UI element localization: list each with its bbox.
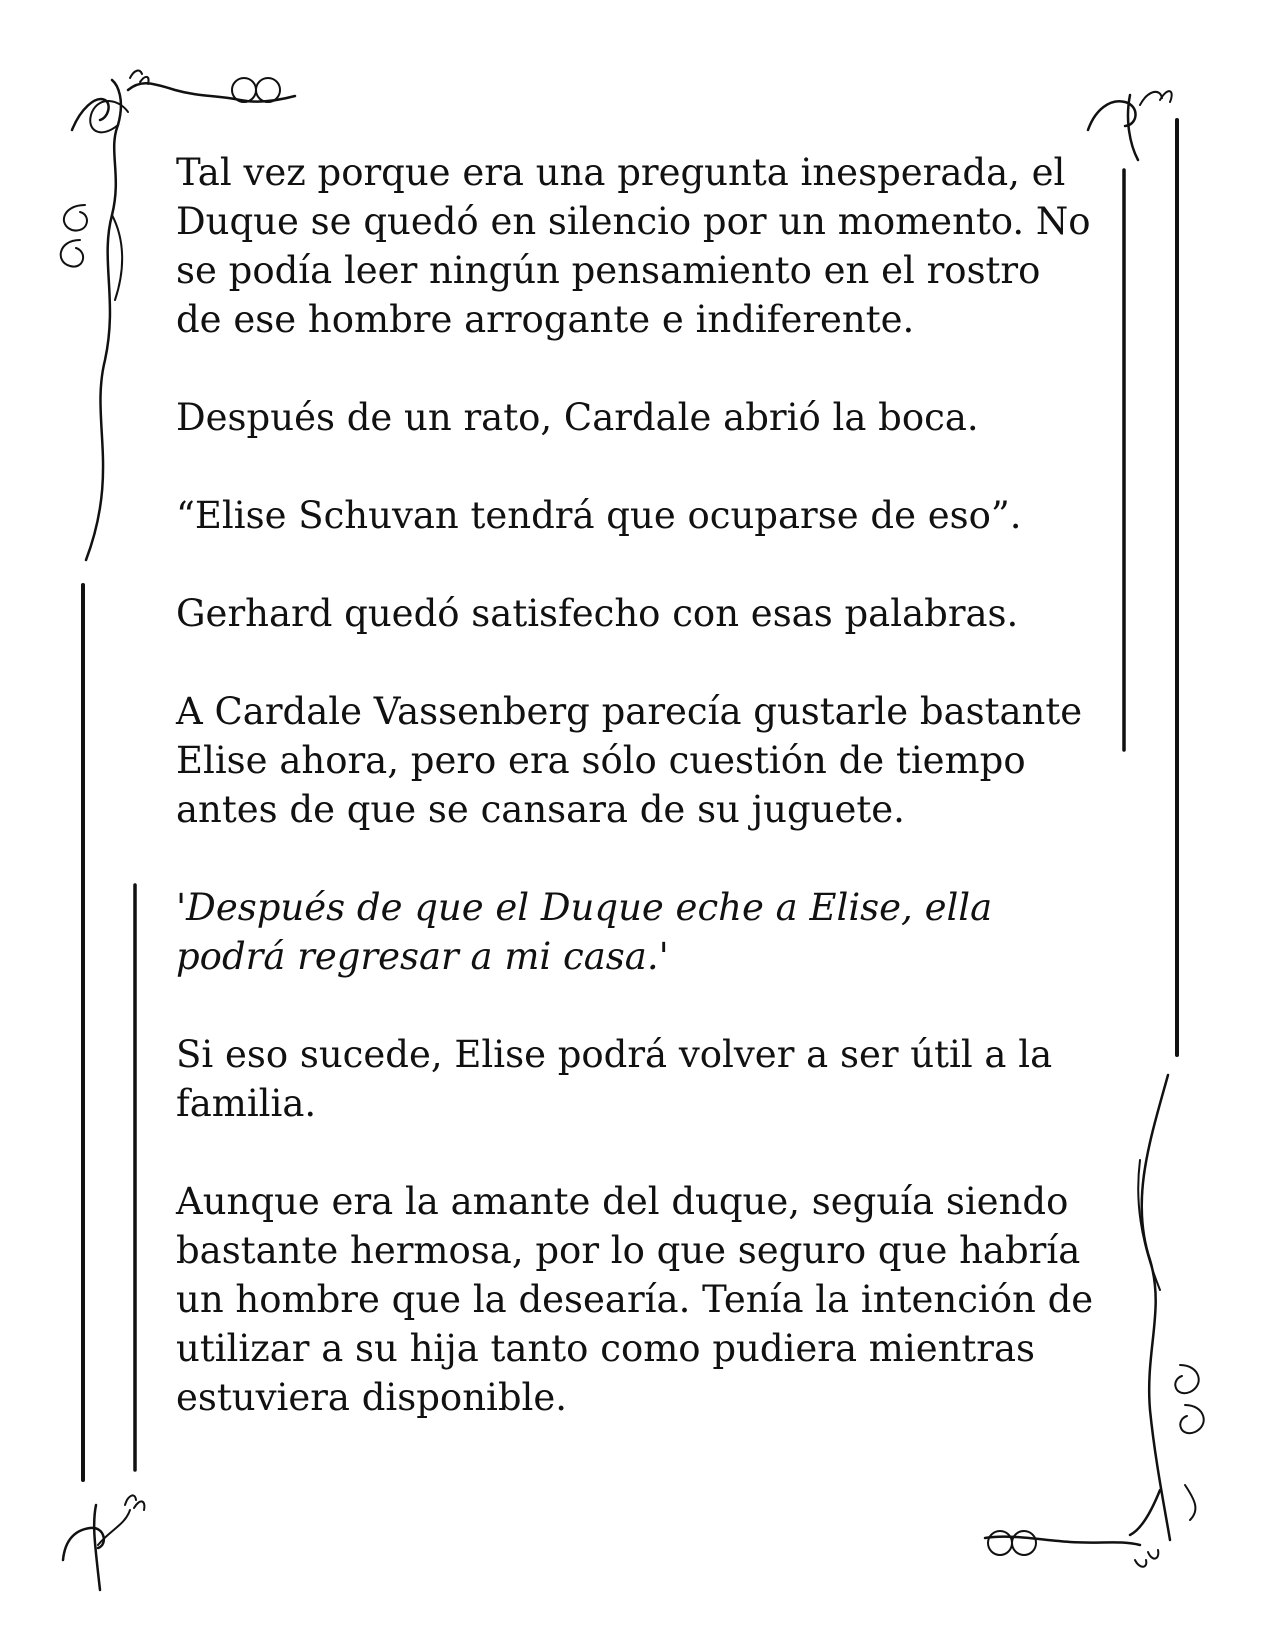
flourish-top-right-icon <box>1088 91 1172 160</box>
story-text <box>176 148 1096 1471</box>
paragraph-6-thought: 'Después de que el Duque eche a Elise, ella podrá regresar a mi casa.' <box>176 886 993 978</box>
paragraph-2: Después de un rato, Cardale abrió la boca. <box>176 396 979 439</box>
paragraph-3-dialogue: “Elise Schuvan tendrá que ocuparse de eso”. <box>176 494 1022 537</box>
paragraph-8: Aunque era la amante del duque, seguía siendo bastante hermosa, por lo que seguro que habría un hombre que la desearía. Tenía la intención de utilizar a su hija tanto como pudiera mientras estuviera disponible. <box>176 1180 1094 1419</box>
paragraph-4: Gerhard quedó satisfecho con esas palabras. <box>176 592 1019 635</box>
flourish-bottom-left-icon <box>63 1495 144 1590</box>
paragraph-1: Tal vez porque era una pregunta inesperada, el Duque se quedó en silencio por un momento. No se podía leer ningún pensamiento en el rostro de ese hombre arrogante e indiferente. <box>176 151 1091 341</box>
paragraph-5: A Cardale Vassenberg parecía gustarle bastante Elise ahora, pero era sólo cuestión de tiempo antes de que se cansara de su juguete. <box>176 690 1083 831</box>
paragraph-7: Si eso sucede, Elise podrá volver a ser útil a la familia. <box>176 1033 1053 1125</box>
